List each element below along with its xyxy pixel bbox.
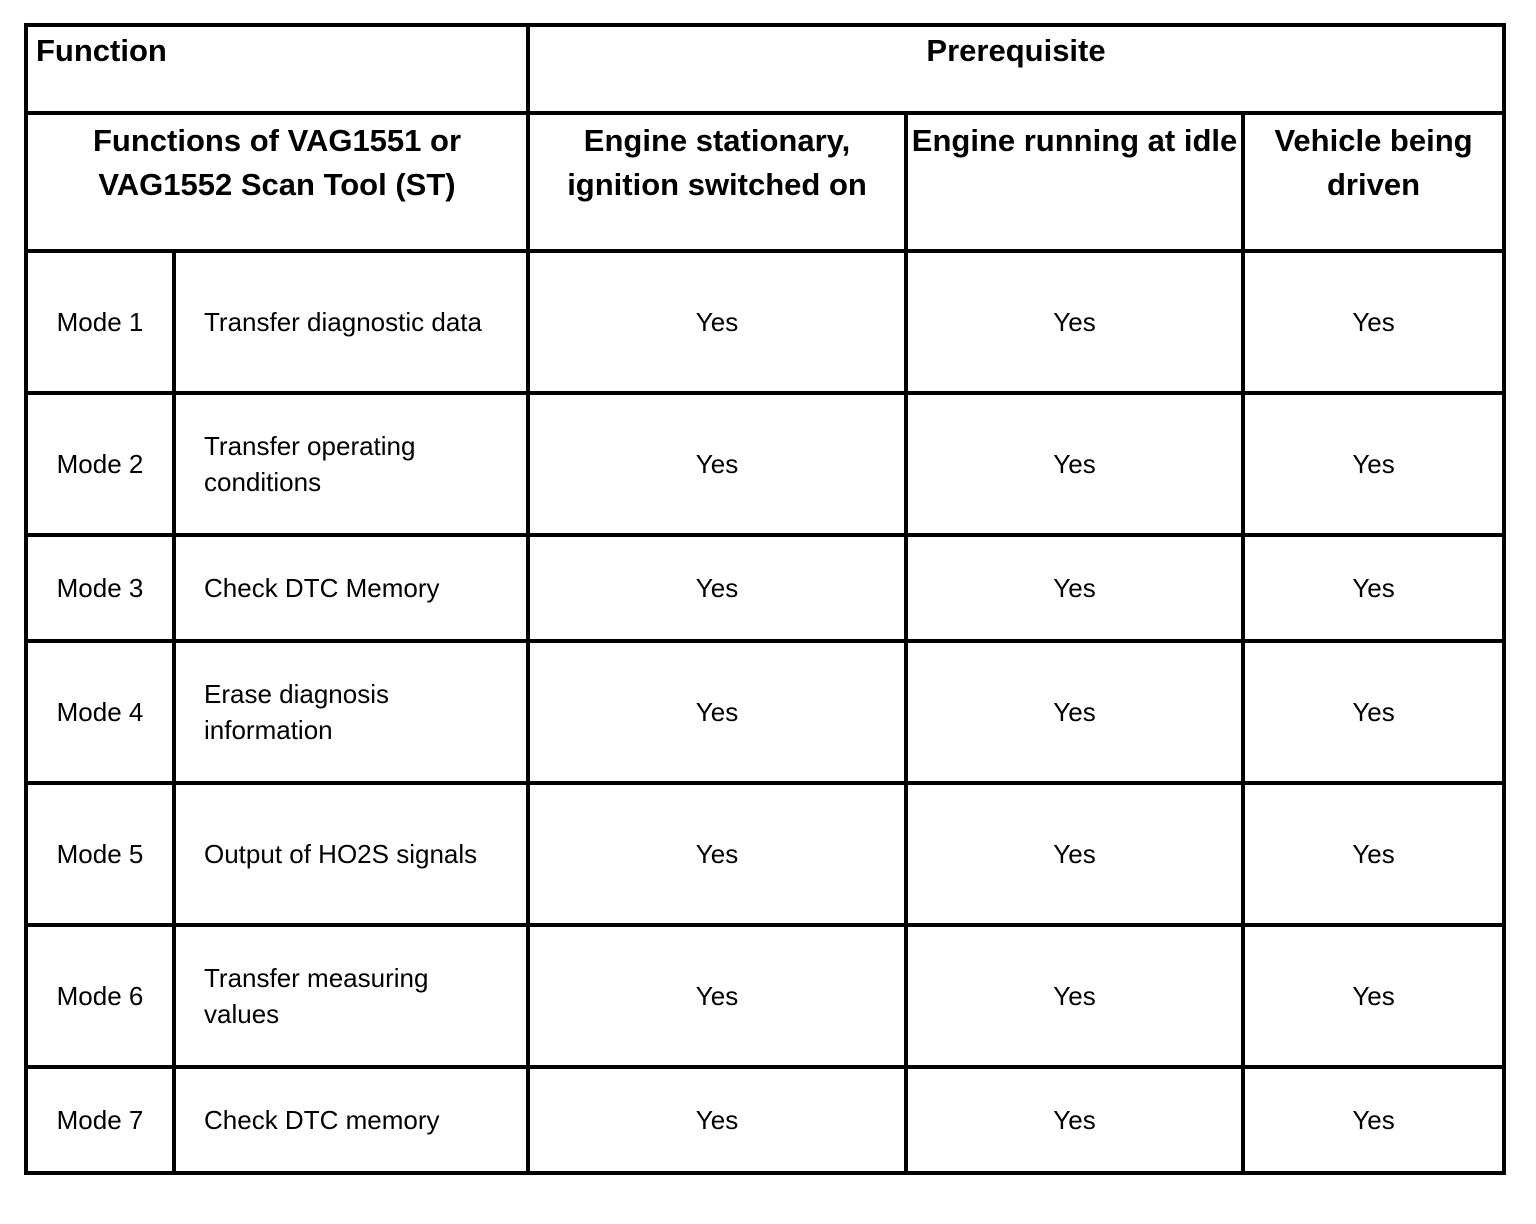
header-functions-tool: Functions of VAG1551 or VAG1552 Scan Tool (ST) — [26, 113, 528, 251]
driven-cell: Yes — [1243, 641, 1504, 783]
stationary-cell: Yes — [528, 1067, 906, 1173]
header-function: Function — [26, 25, 528, 113]
mode-cell: Mode 2 — [26, 393, 174, 535]
driven-cell: Yes — [1243, 535, 1504, 641]
idle-cell: Yes — [906, 1067, 1243, 1173]
header-engine-stationary: Engine stationary, ignition switched on — [528, 113, 906, 251]
table-row — [26, 535, 1504, 641]
stationary-cell: Yes — [528, 783, 906, 925]
mode-cell: Mode 4 — [26, 641, 174, 783]
header-prerequisite: Prerequisite — [528, 25, 1504, 113]
mode-cell: Mode 6 — [26, 925, 174, 1067]
mode-cell: Mode 7 — [26, 1067, 174, 1173]
description-cell: Transfer measuring values — [174, 925, 528, 1067]
table-row — [26, 1067, 1504, 1173]
description-cell: Erase diagnosis information — [174, 641, 528, 783]
idle-cell: Yes — [906, 783, 1243, 925]
description-cell: Check DTC Memory — [174, 535, 528, 641]
description-cell: Check DTC memory — [174, 1067, 528, 1173]
mode-cell: Mode 3 — [26, 535, 174, 641]
driven-cell: Yes — [1243, 393, 1504, 535]
description-cell: Transfer operating conditions — [174, 393, 528, 535]
mode-cell: Mode 1 — [26, 251, 174, 393]
stationary-cell: Yes — [528, 641, 906, 783]
table-row — [26, 251, 1504, 393]
table-header-row-1 — [26, 25, 1504, 113]
description-cell: Output of HO2S signals — [174, 783, 528, 925]
stationary-cell: Yes — [528, 535, 906, 641]
driven-cell: Yes — [1243, 251, 1504, 393]
table-header-row-2 — [26, 113, 1504, 251]
driven-cell: Yes — [1243, 925, 1504, 1067]
idle-cell: Yes — [906, 535, 1243, 641]
table-row — [26, 393, 1504, 535]
function-prerequisite-table — [24, 23, 1506, 1175]
idle-cell: Yes — [906, 393, 1243, 535]
idle-cell: Yes — [906, 925, 1243, 1067]
idle-cell: Yes — [906, 641, 1243, 783]
driven-cell: Yes — [1243, 783, 1504, 925]
table-row — [26, 925, 1504, 1067]
header-engine-idle: Engine running at idle — [906, 113, 1243, 251]
table-row — [26, 641, 1504, 783]
driven-cell: Yes — [1243, 1067, 1504, 1173]
description-cell: Transfer diagnostic data — [174, 251, 528, 393]
header-vehicle-driven: Vehicle being driven — [1243, 113, 1504, 251]
stationary-cell: Yes — [528, 393, 906, 535]
idle-cell: Yes — [906, 251, 1243, 393]
table-row — [26, 783, 1504, 925]
stationary-cell: Yes — [528, 925, 906, 1067]
stationary-cell: Yes — [528, 251, 906, 393]
mode-cell: Mode 5 — [26, 783, 174, 925]
